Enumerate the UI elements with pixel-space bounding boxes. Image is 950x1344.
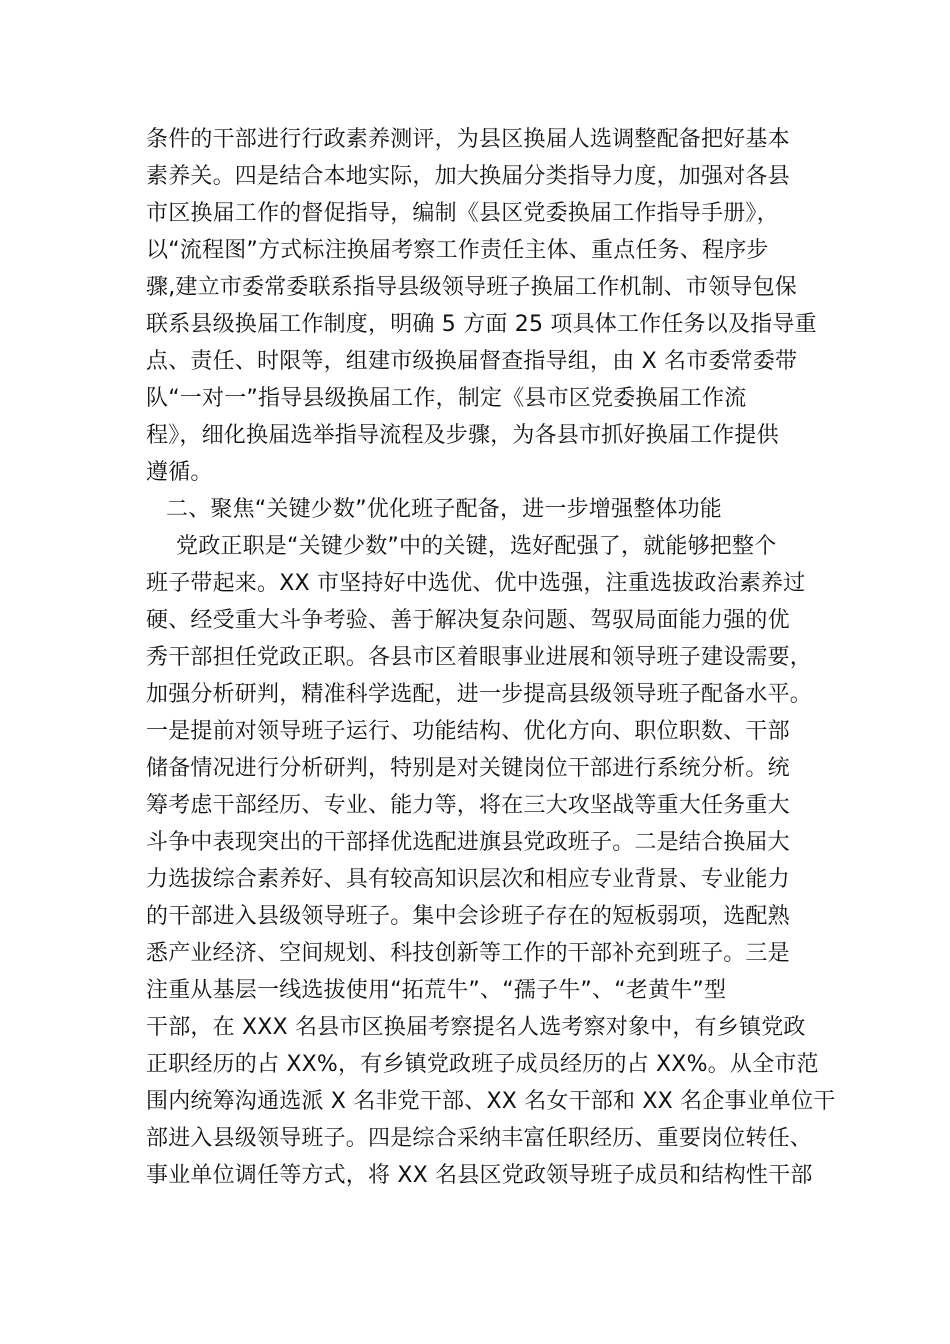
text-line: 的干部进入县级领导班子。集中会诊班子存在的短板弱项，选配熟 [146,904,790,929]
text-line: 骤,建立市委常委联系指导县级领导班子换届工作机制、市领导包保 [146,275,797,300]
text-line: 斗争中表现突出的干部择优选配进旗县党政班子。二是结合换届大 [146,830,790,855]
text-line: 力选拔综合素养好、具有较高知识层次和相应专业背景、专业能力 [146,867,790,892]
text-line: 加强分析研判，精准科学选配，进一步提高县级领导班子配备水平。 [146,682,813,707]
text-line: 部进入县级领导班子。四是综合采纳丰富任职经历、重要岗位转任、 [146,1126,813,1151]
text-line: 筹考虑干部经历、专业、能力等，将在三大攻坚战等重大任务重大 [146,793,790,818]
text-line: 程》，细化换届选举指导流程及步骤，为各县市抓好换届工作提供 [146,423,779,448]
text-line: 悉产业经济、空间规划、科技创新等工作的干部补充到班子。三是 [146,941,790,966]
text-line: 秀干部担任党政正职。各县市区着眼事业进展和领导班子建设需要， [146,645,813,670]
text-line: 事业单位调任等方式，将 XX 名县区党政领导班子成员和结构性干部 [146,1163,813,1188]
text-line: 队“一对一”指导县级换届工作，制定《县市区党委换届工作流 [146,386,747,411]
section-heading: 二、聚焦“关键少数”优化班子配备，进一步增强整体功能 [166,497,722,522]
text-line: 联系县级换届工作制度，明确 5 方面 25 项具体工作任务以及指导重 [146,312,817,337]
text-line: 班子带起来。XX 市坚持好中选优、优中选强，注重选拔政治素养过 [146,571,806,596]
text-line: 点、责任、时限等，组建市级换届督查指导组，由 X 名市委常委带 [146,349,798,374]
text-line: 注重从基层一线选拔使用“拓荒牛”、“孺子牛”、“老黄牛”型 [146,978,727,1003]
text-line: 遵循。 [146,460,213,485]
text-line: 条件的干部进行行政素养测评，为县区换届人选调整配备把好基本 [146,127,790,152]
text-line: 硬、经受重大斗争考验、善于解决复杂问题、驾驭局面能力强的优 [146,608,790,633]
text-line: 素养关。四是结合本地实际，加大换届分类指导力度，加强对各县 [146,164,790,189]
text-line: 干部，在 XXX 名县市区换届考察提名人选考察对象中，有乡镇党政 [146,1015,806,1040]
text-line: 市区换届工作的督促指导，编制《县区党委换届工作指导手册》， [146,201,779,226]
text-line: 以“流程图”方式标注换届考察工作责任主体、重点任务、程序步 [146,238,769,263]
text-line: 党政正职是“关键少数”中的关键，选好配强了，就能够把整个 [176,534,777,559]
text-line: 围内统筹沟通选派 X 名非党干部、XX 名女干部和 XX 名企事业单位干 [146,1089,836,1114]
text-line: 一是提前对领导班子运行、功能结构、优化方向、职位职数、干部 [146,719,790,744]
text-line: 储备情况进行分析研判，特别是对关键岗位干部进行系统分析。统 [146,756,790,781]
text-line: 正职经历的占 XX%，有乡镇党政班子成员经历的占 XX%。从全市范 [146,1052,819,1077]
